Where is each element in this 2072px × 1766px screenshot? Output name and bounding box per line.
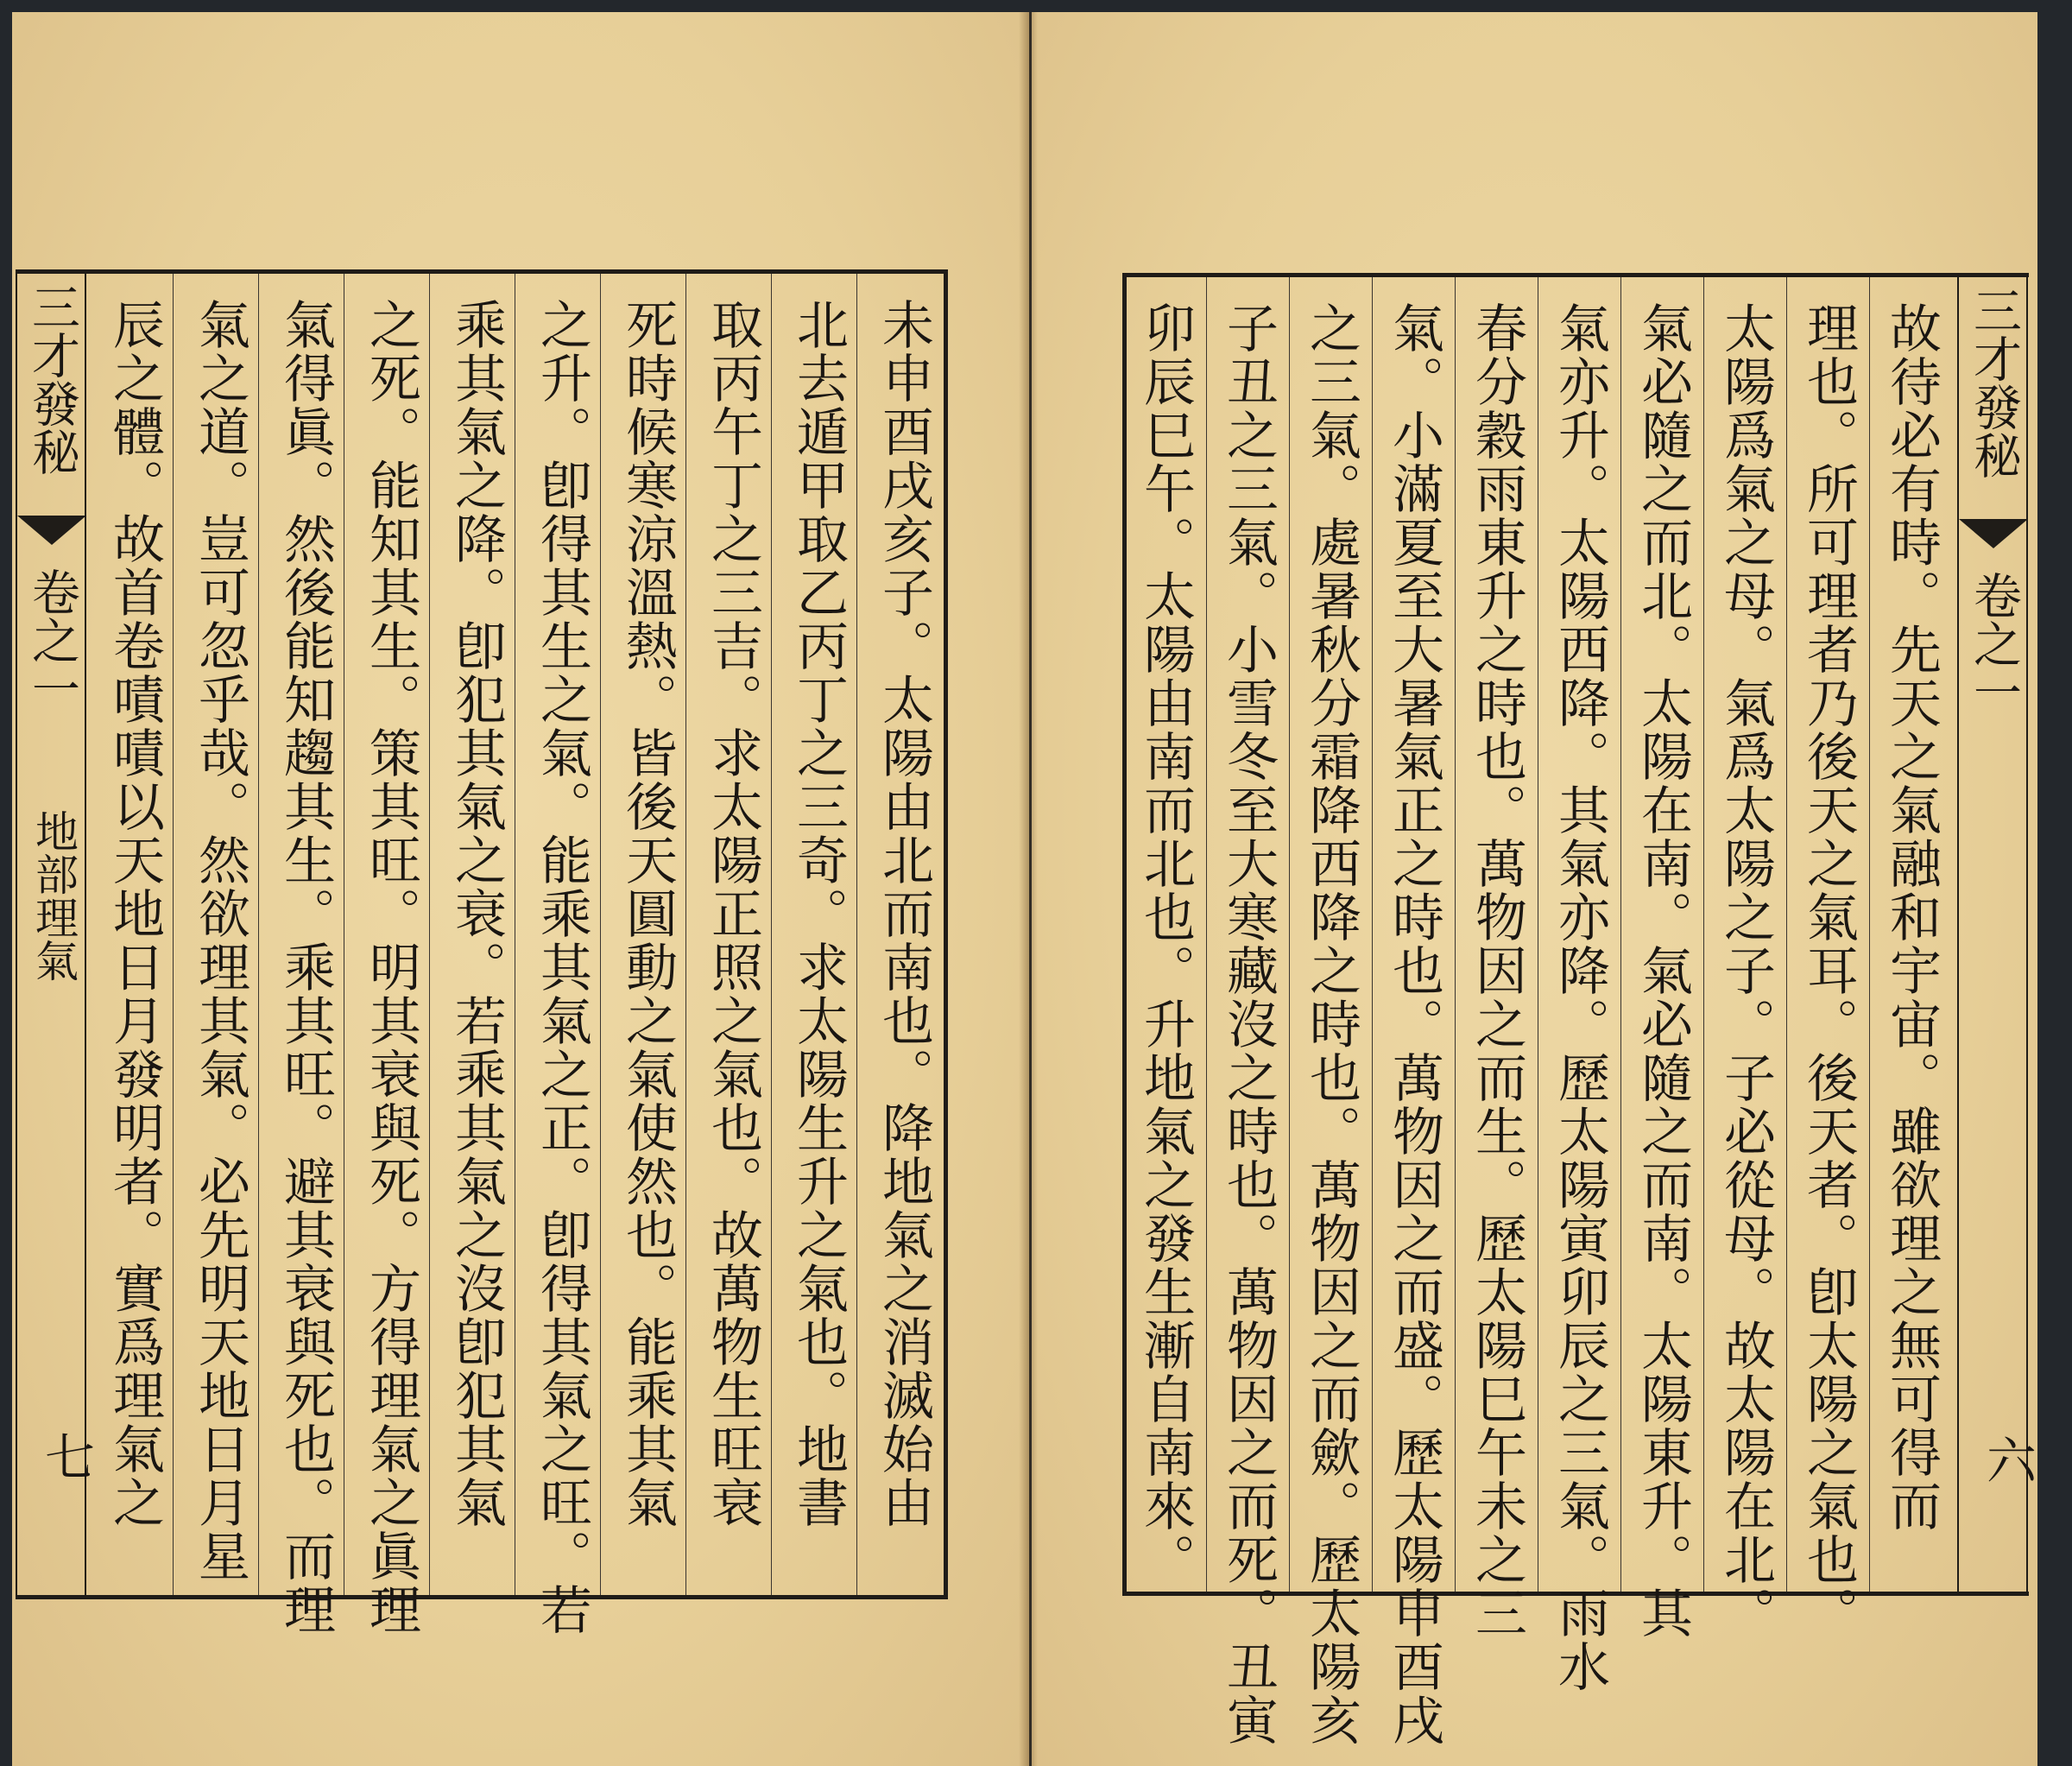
right-page-number: 六 — [1978, 1434, 2037, 1484]
left-strip-section: 地部理氣 — [28, 809, 79, 982]
left-column-10: 辰之體。故首卷嘖嘖以天地日月發明者。實爲理氣之 — [104, 298, 165, 1529]
right-text-frame — [1122, 273, 2037, 1747]
left-strip-juan: 卷之一 — [24, 567, 80, 712]
right-column-4: 氣必隨之而北。太陽在南。氣必隨之而南。太陽東升。其 — [1633, 301, 1693, 1640]
left-column-3: 取丙午丁之三吉。求太陽正照之氣也。故萬物生旺衰 — [703, 298, 763, 1529]
left-column-9: 氣之道。豈可忽乎哉。然欲理其氣。必先明天地日月星 — [190, 298, 250, 1583]
right-column-9: 子丑之三氣。小雪冬至大寒藏沒之時也。萬物因之而死。丑寅 — [1218, 301, 1279, 1747]
right-strip-title: 三才發秘 — [1966, 286, 2022, 479]
left-text-frame — [16, 269, 948, 1636]
left-column-7: 之死。能知其生。策其旺。明其衰與死。方得理氣之眞理 — [361, 298, 421, 1636]
left-column-2: 北去遁甲取乙丙丁之三奇。求太陽生升之氣也。地書 — [788, 298, 849, 1529]
right-fishtail-mark — [1959, 519, 2028, 548]
right-column-6: 春分穀雨東升之時也。萬物因之而生。歷太陽巳午未之三 — [1467, 301, 1527, 1640]
left-column-6: 乘其氣之降。卽犯其氣之衰。若乘其氣之沒卽犯其氣 — [446, 298, 507, 1529]
left-strip-title: 三才發秘 — [24, 282, 80, 476]
right-column-3: 太陽爲氣之母。氣爲太陽之子。子必從母。故太陽在北。 — [1715, 301, 1776, 1640]
right-column-8: 之三氣。處暑秋分霜降西降之時也。萬物因之而歛。歷太陽亥 — [1301, 301, 1361, 1747]
right-column-7: 氣。小滿夏至大暑氣正之時也。萬物因之而盛。歷太陽申酉戌 — [1384, 301, 1444, 1747]
left-column-4: 死時候寒涼溫熱。皆後天圓動之氣使然也。能乘其氣 — [617, 298, 678, 1529]
left-column-1: 未申酉戌亥子。太陽由北而南也。降地氣之消滅始由 — [874, 298, 934, 1529]
right-column-10: 卯辰巳午。太陽由南而北也。升地氣之發生漸自南來。 — [1135, 301, 1196, 1586]
right-center-strip — [1957, 277, 2037, 1592]
right-column-5: 氣亦升。太陽西降。其氣亦降。歷太陽寅卯辰之三氣。雨水 — [1550, 301, 1610, 1693]
left-column-8: 氣得眞。然後能知趨其生。乘其旺。避其衰與死也。而理 — [275, 298, 336, 1636]
left-center-strip — [16, 274, 95, 1595]
book-gutter — [1019, 12, 1038, 1766]
left-page-number: 七 — [36, 1431, 95, 1481]
left-column-5: 之升。卽得其生之氣。能乘其氣之正。卽得其氣之旺。若 — [532, 298, 592, 1636]
left-fishtail-mark — [17, 516, 86, 545]
right-column-2: 理也。所可理者乃後天之氣耳。後天者。卽太陽之氣也。 — [1798, 301, 1859, 1640]
right-strip-juan: 卷之一 — [1966, 571, 2022, 716]
right-column-1: 故待必有時。先天之氣融和宇宙。雖欲理之無可得而 — [1881, 301, 1942, 1533]
